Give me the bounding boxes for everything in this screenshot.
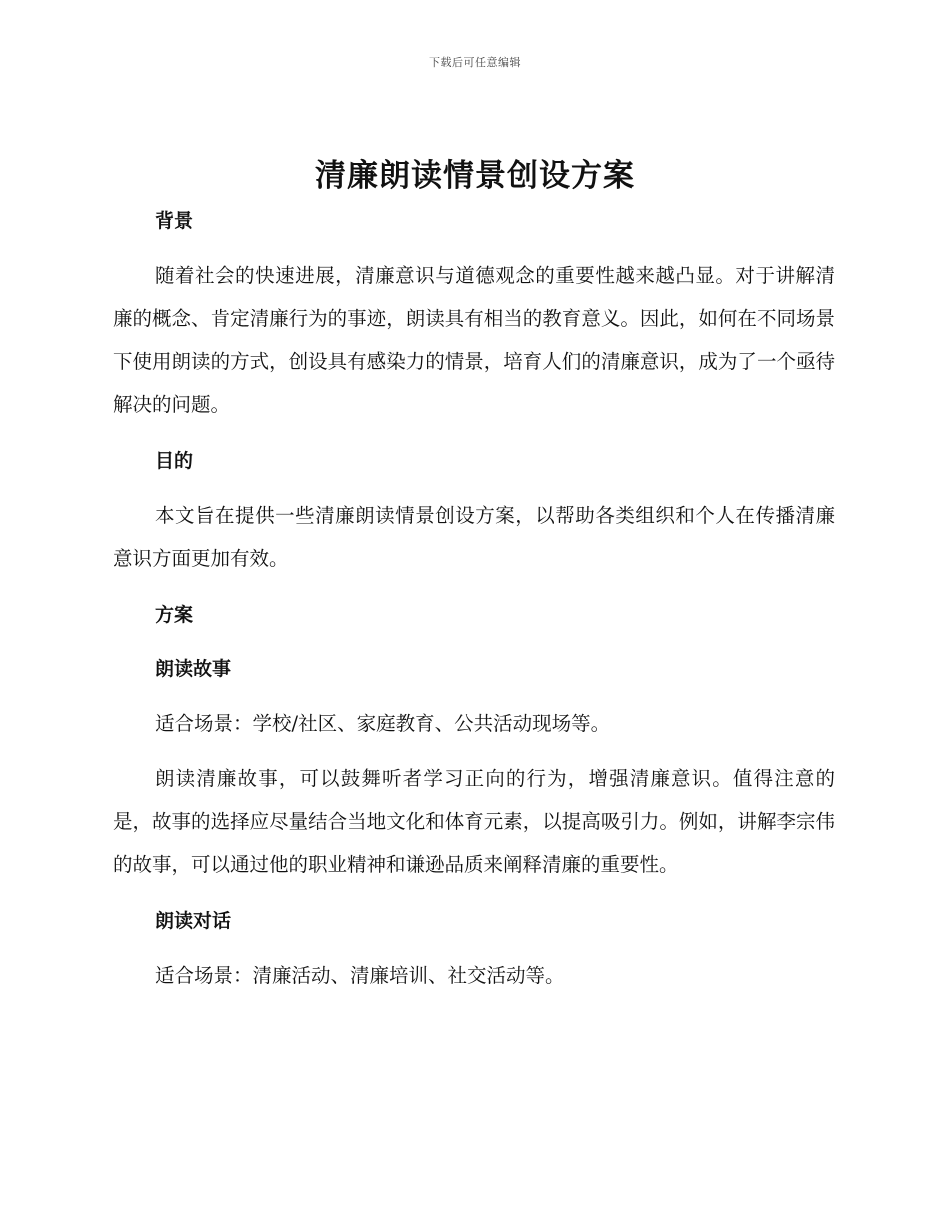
section-heading-story: 朗读故事 xyxy=(155,658,232,680)
document-body xyxy=(113,200,835,997)
paragraph-story-text: 朗读清廉故事，可以鼓舞听者学习正向的行为，增强清廉意识。值得注意的是，故事的选择应尽量结合当地文化和体育元素，以提高吸引力。例如，讲解李宗伟的故事，可以通过他的职业精神和谦逊品质来阐释清廉的重要性。 xyxy=(113,767,835,876)
paragraph-purpose: 本文旨在提供一些清廉朗读情景创设方案，以帮助各类组织和个人在传播清廉意识方面更加有效。 xyxy=(113,504,835,570)
paragraph-background: 随着社会的快速进展，清廉意识与道德观念的重要性越来越凸显。对于讲解清廉的概念、肯定清廉行为的事迹，朗读具有相当的教育意义。因此，如何在不同场景下使用朗读的方式，创设具有感染力的情景，培育人们的清廉意识，成为了一个亟待解决的问题。 xyxy=(113,264,835,416)
page-header-note: 下载后可任意编辑 xyxy=(429,56,521,69)
paragraph-story-scene: 适合场景：学校/社区、家庭教育、公共活动现场等。 xyxy=(155,712,611,735)
section-heading-plan: 方案 xyxy=(155,604,194,626)
section-heading-background: 背景 xyxy=(155,210,194,232)
paragraph-dialogue-scene: 适合场景：清廉活动、清廉培训、社交活动等。 xyxy=(155,964,565,987)
section-heading-dialogue: 朗读对话 xyxy=(155,910,232,932)
document-title: 清廉朗读情景创设方案 xyxy=(315,158,635,194)
section-heading-purpose: 目的 xyxy=(155,450,194,472)
